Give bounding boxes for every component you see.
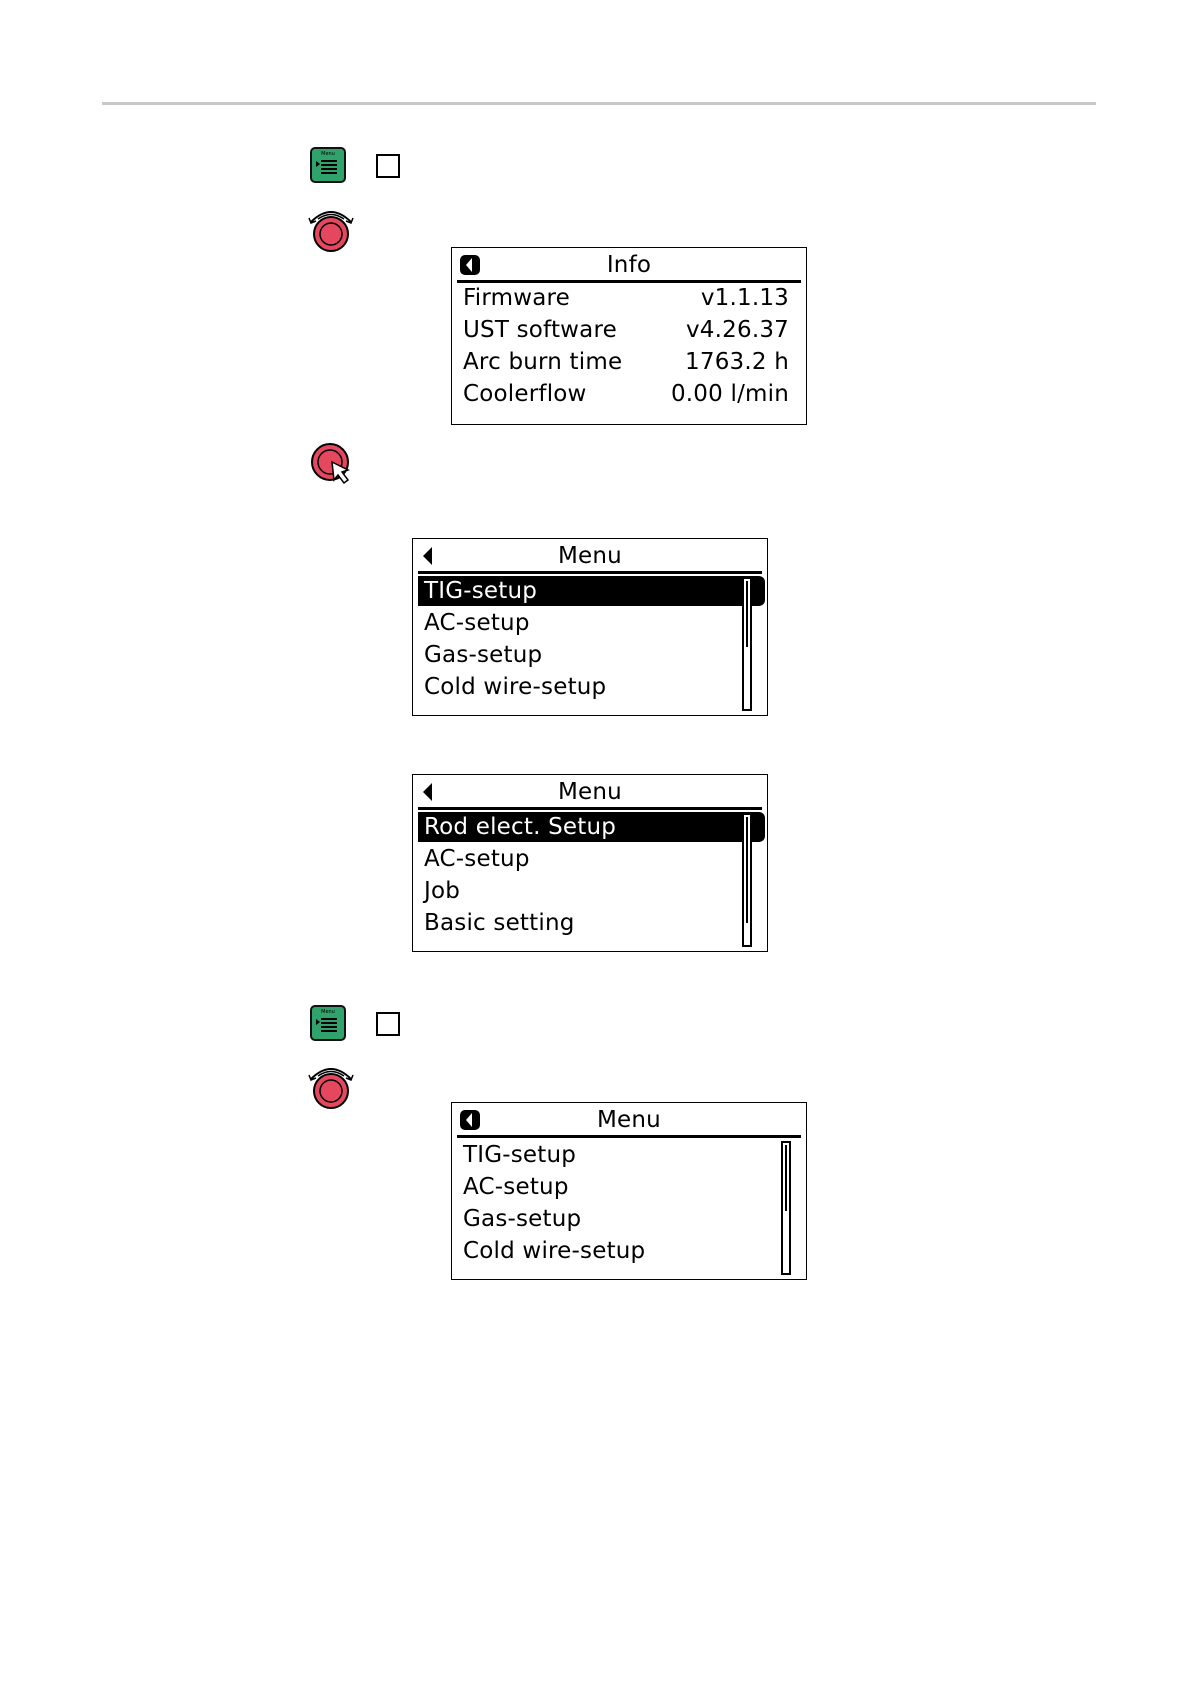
info-label-ust-software: UST software (463, 317, 617, 343)
info-value-coolerflow: 0.00 l/min (670, 381, 789, 407)
menu-item-ac-setup[interactable]: AC-setup (424, 846, 530, 872)
menu-item-tig-setup[interactable]: TIG-setup (418, 576, 765, 606)
menu-item-tig-setup[interactable]: TIG-setup (463, 1142, 577, 1168)
scrollbar[interactable] (742, 813, 752, 947)
menu-item-gas-setup[interactable]: Gas-setup (463, 1206, 582, 1232)
info-screen-header (457, 248, 801, 283)
menu-button-icon[interactable]: Menu (310, 1005, 346, 1041)
back-arrow-icon[interactable] (420, 545, 436, 567)
step-checkbox-2[interactable] (376, 1012, 400, 1036)
arrow-icon (316, 1019, 320, 1025)
menu-item-job[interactable]: Job (424, 878, 461, 904)
list-lines-icon (321, 1018, 337, 1034)
menu-screen-2-header (418, 775, 762, 810)
scrollbar[interactable] (742, 577, 752, 711)
menu-item-gas-setup[interactable]: Gas-setup (424, 642, 543, 668)
info-screen-title: Info (606, 252, 652, 278)
menu-screen-1-title: Menu (558, 543, 622, 569)
scrollbar[interactable] (781, 1141, 791, 1275)
header-rule (102, 102, 1096, 105)
menu-screen-3-title: Menu (597, 1107, 661, 1133)
info-label-firmware: Firmware (463, 285, 571, 311)
scrollbar-thumb[interactable] (746, 581, 748, 647)
scrollbar-thumb[interactable] (785, 1145, 787, 1211)
menu-item-ac-setup[interactable]: AC-setup (424, 610, 530, 636)
menu-screen-2 (412, 774, 768, 952)
turn-knob-icon[interactable] (306, 1062, 356, 1112)
info-value-arc-burn-time: 1763.2 h (685, 349, 789, 375)
menu-button-icon[interactable]: Menu (310, 147, 346, 183)
arrow-icon (316, 161, 320, 167)
press-knob-icon[interactable] (308, 440, 358, 490)
info-screen (451, 247, 807, 425)
menu-screen-1-header (418, 539, 762, 574)
menu-item-rod-elect-setup[interactable]: Rod elect. Setup (418, 812, 765, 842)
menu-screen-3-header (457, 1103, 801, 1138)
turn-knob-icon[interactable] (306, 205, 356, 255)
menu-screen-2-title: Menu (558, 779, 622, 805)
info-value-ust-software: v4.26.37 (686, 317, 789, 343)
list-lines-icon (321, 160, 337, 176)
menu-item-ac-setup[interactable]: AC-setup (463, 1174, 569, 1200)
menu-item-cold-wire-setup[interactable]: Cold wire-setup (463, 1238, 646, 1264)
menu-screen-3 (451, 1102, 807, 1280)
back-arrow-icon[interactable] (420, 781, 436, 803)
step-checkbox-1[interactable] (376, 154, 400, 178)
back-icon[interactable] (459, 1109, 481, 1131)
menu-screen-1 (412, 538, 768, 716)
info-label-coolerflow: Coolerflow (463, 381, 587, 407)
menu-item-basic-setting[interactable]: Basic setting (424, 910, 575, 936)
menu-item-cold-wire-setup[interactable]: Cold wire-setup (424, 674, 607, 700)
info-value-firmware: v1.1.13 (700, 285, 789, 311)
scrollbar-thumb[interactable] (746, 817, 748, 923)
back-icon[interactable] (459, 254, 481, 276)
info-label-arc-burn-time: Arc burn time (463, 349, 623, 375)
